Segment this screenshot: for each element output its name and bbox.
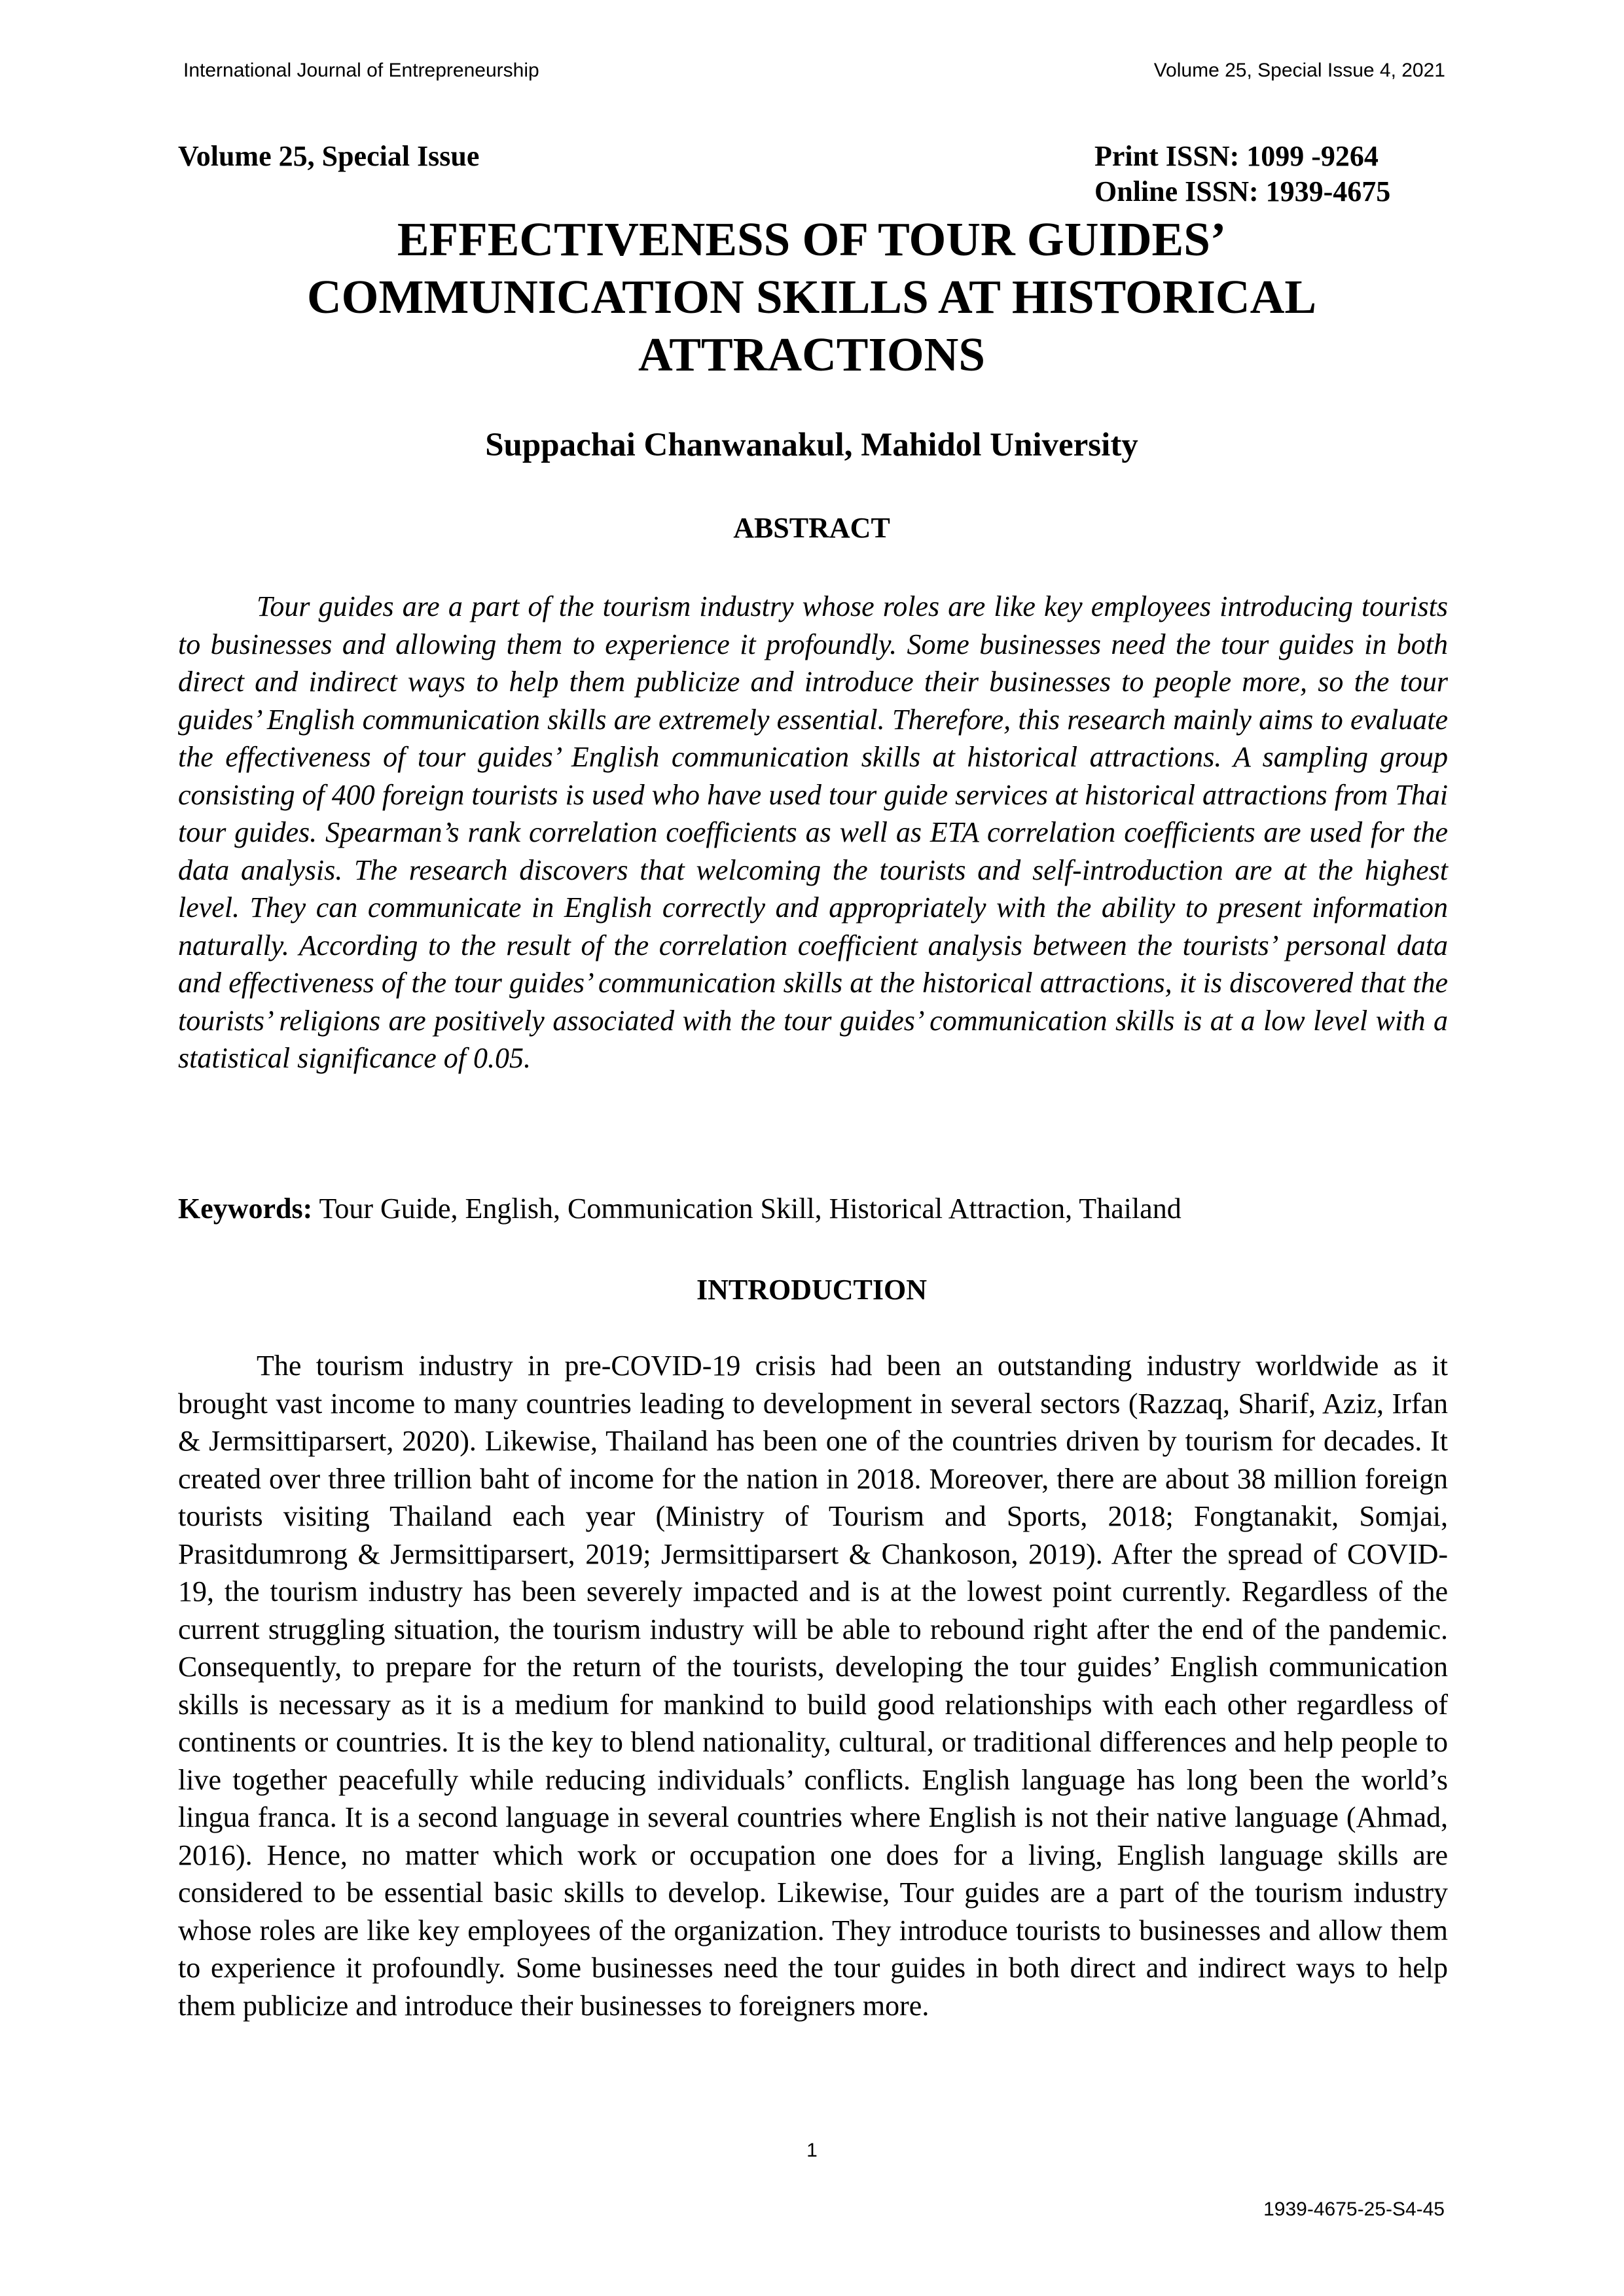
document-id: 1939-4675-25-S4-45 xyxy=(1263,2198,1445,2220)
keywords-line xyxy=(178,1190,1448,1228)
paper-title: EFFECTIVENESS OF TOUR GUIDES’ COMMUNICATION SKILLS AT HISTORICAL ATTRACTIONS xyxy=(306,213,1317,381)
keywords-label: Keywords: xyxy=(178,1193,313,1225)
keywords-text: Tour Guide, English, Communication Skill, Historical Attraction, Thailand xyxy=(319,1193,1182,1225)
running-header-volume: Volume 25, Special Issue 4, 2021 xyxy=(1153,60,1445,81)
online-issn: Online ISSN: 1939-4675 xyxy=(1094,175,1391,207)
abstract-text: Tour guides are a part of the tourism industry whose roles are like key employees introducing tourists to businesses and allowing them to experience it profoundly. Some businesses need the tour guides in both direct and indirect ways to help them publicize and introduce their businesses to people more, so the tour guides’ English communication skills are extremely essential. Therefore, this research mainly aims to evaluate the effectiveness of tour guides’ English communication skills at historical attractions. A sampling group consisting of 400 foreign tourists is used who have used tour guide services at historical attractions from Thai tour guides. Spearman’s rank correlation coefficients as well as ETA correlation coefficients are used for the data analysis. The research discovers that welcoming the tourists and self-introduction are at the highest level. They can communicate in English correctly and appropriately with the ability to present information naturally. According to the result of the correlation coefficient analysis between the tourists’ personal data and effectiveness of the tour guides’ communication skills at the historical attractions, it is discovered that the tourists’ religions are positively associated with the tour guides’ communication skills is at a low level with a statistical significance of 0.05. xyxy=(178,590,1448,1074)
author-line: Suppachai Chanwanakul, Mahidol University xyxy=(485,427,1138,463)
print-issn: Print ISSN: 1099 -9264 xyxy=(1094,140,1379,172)
volume-label: Volume 25, Special Issue xyxy=(178,140,480,172)
running-header-journal: International Journal of Entrepreneurship xyxy=(183,60,539,81)
introduction-text: The tourism industry in pre-COVID-19 crisis had been an outstanding industry worldwide as it brought vast income to many countries leading to development in several sectors (Razzaq, Sharif, Aziz, Irfan & Jermsittiparsert, 2020). Likewise, Thailand has been one of the countries driven by tourism for decades. It created over three trillion baht of income for the nation in 2018. Moreover, there are about 38 million foreign tourists visiting Thailand each year (Ministry of Tourism and Sports, 2018; Fongtanakit, Somjai, Prasitdumrong & Jermsittiparsert, 2019; Jermsittiparsert & Chankoson, 2019). After the spread of COVID-19, the tourism industry has been severely impacted and is at the lowest point currently. Regardless of the current struggling situation, the tourism industry will be able to rebound right after the end of the pandemic. Consequently, to prepare for the return of the tourists, developing the tour guides’ English communication skills is necessary as it is a medium for mankind to build good relationships with each other regardless of continents or countries. It is the key to blend nationality, cultural, or traditional differences and help people to live together peacefully while reducing individuals’ conflicts. English language has long been the world’s lingua franca. It is a second language in several countries where English is not their native language (Ahmad, 2016). Hence, no matter which work or occupation one does for a living, English language skills are considered to be essential basic skills to develop. Likewise, Tour guides are a part of the tourism industry whose roles are like key employees of the organization. They introduce tourists to businesses and allow them to experience it profoundly. Some businesses need the tour guides in both direct and indirect ways to help them publicize and introduce their businesses to foreigners more. xyxy=(178,1350,1448,2022)
abstract-heading: ABSTRACT xyxy=(733,512,890,544)
introduction-heading: INTRODUCTION xyxy=(696,1274,928,1306)
page-number: 1 xyxy=(806,2140,818,2161)
